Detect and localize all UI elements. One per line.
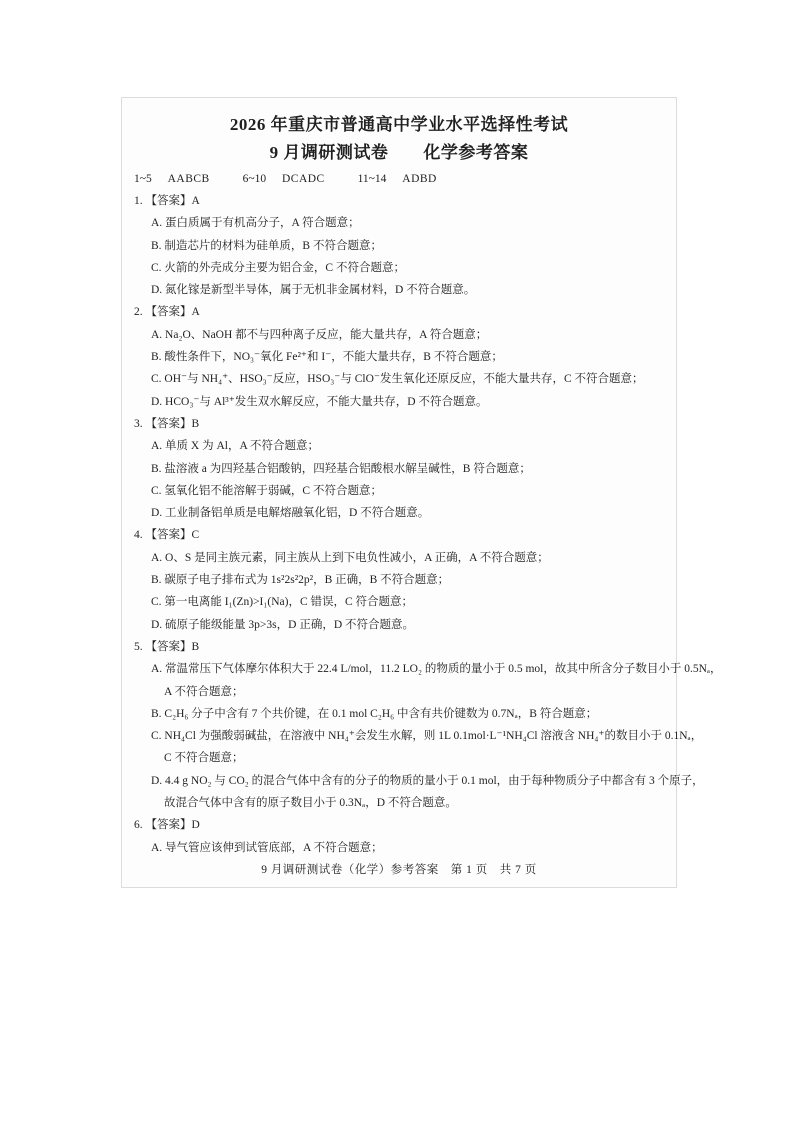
answer-summary-group — [243, 168, 325, 190]
answer-explanation-line: D. 4.4 g NO₂ 与 CO₂ 的混合气体中含有的分子的物质的量小于 0.1 mol，由于每种物质分子中都含有 3 个原子， — [151, 774, 704, 787]
answer-summary-group — [358, 168, 437, 190]
question-range: 6~10 — [242, 173, 267, 185]
question-block-1 — [134, 190, 664, 301]
question-block-5 — [134, 636, 722, 814]
answer-explanation-line: A. 蛋白质属于有机高分子，A 符合题意； — [151, 217, 360, 230]
answer-letters: ADBD — [402, 173, 437, 185]
answer-explanation-line: C. 第一电离能 I₁(Zn)>I₁(Na)，C 错误，C 符合题意； — [151, 596, 414, 609]
answer-explanation-line: B. C₂H₆ 分子中含有 7 个共价键，在 0.1 mol C₂H₆ 中含有共价键数为 0.7Nₐ，B 符合题意； — [151, 707, 598, 720]
answer-summary-row — [134, 168, 664, 190]
question-answer-header: 5. 【答案】B — [134, 640, 200, 653]
answer-explanation-line: B. 盐溶液 a 为四羟基合铝酸钠，四羟基合铝酸根水解呈碱性，B 符合题意； — [151, 462, 531, 475]
exam-title-line2: 9 月调研测试卷 化学参考答案 — [269, 143, 529, 162]
question-range: 1~5 — [134, 173, 152, 185]
answer-explanation-line: B. 酸性条件下，NO₃⁻氧化 Fe²⁺和 I⁻，不能大量共存，B 不符合题意； — [151, 351, 503, 364]
document-page — [121, 97, 722, 888]
question-block-2 — [134, 301, 664, 412]
answer-explanation-line: C. NH₄Cl 为强酸弱碱盐，在溶液中 NH₄⁺会发生水解，则 1L 0.1mol·L⁻¹NH₄Cl 溶液含 NH₄⁺的数目小于 0.1Nₐ， — [151, 730, 703, 743]
answer-explanation-continuation: A 不符合题意； — [164, 685, 244, 698]
answer-explanation-line: A. 常温常压下气体摩尔体积大于 22.4 L/mol，11.2 LO₂ 的物质的量小于 0.5 mol，故其中所含分子数目小于 0.5Nₐ， — [151, 663, 722, 676]
answer-explanation-line: A. Na₂O、NaOH 都不与四种离子反应，能大量共存，A 符合题意； — [151, 328, 488, 341]
question-answer-header: 3. 【答案】B — [134, 417, 200, 430]
answer-explanation-line: C. 氢氧化铝不能溶解于弱碱，C 不符合题意； — [151, 484, 382, 497]
question-range: 11~14 — [357, 173, 387, 185]
question-answer-header: 2. 【答案】A — [134, 306, 200, 319]
exam-title-line1: 2026 年重庆市普通高中学业水平选择性考试 — [229, 115, 569, 134]
question-answer-header: 1. 【答案】A — [134, 195, 200, 207]
question-answer-header: 6. 【答案】D — [134, 819, 200, 832]
question-block-3 — [134, 413, 664, 524]
question-block-4 — [134, 524, 664, 635]
answer-letters: DCADC — [281, 173, 325, 185]
answer-explanation-continuation: 故混合气体中含有的原子数目小于 0.3Nₐ，D 不符合题意。 — [164, 797, 457, 810]
answer-explanation-line: D. HCO₃⁻与 Al³⁺发生双水解反应，不能大量共存，D 不符合题意。 — [151, 395, 488, 408]
answer-explanation-line: C. OH⁻与 NH₄⁺、HSO₃⁻反应，HSO₃⁻与 ClO⁻发生氧化还原反应，不能大量共存，C 不符合题意； — [151, 373, 644, 386]
question-block-6 — [134, 814, 664, 859]
answer-letters: AABCB — [167, 173, 210, 185]
answer-summary-group — [134, 168, 210, 190]
answer-explanation-line: A. 导气管应该伸到试管底部，A 不符合题意； — [151, 841, 383, 854]
answer-explanation-line: D. 氮化镓是新型半导体，属于无机非金属材料，D 不符合题意。 — [151, 284, 476, 297]
answer-explanation-line: B. 碳原子电子排布式为 1s²2s²2p²，B 正确，B 不符合题意； — [151, 574, 450, 587]
page-footer: 9 月调研测试卷（化学）参考答案 第 1 页 共 7 页 — [261, 864, 537, 876]
answer-explanation-line: D. 工业制备铝单质是电解熔融氧化铝，D 不符合题意。 — [151, 507, 430, 520]
question-answer-header: 4. 【答案】C — [134, 529, 200, 542]
answer-explanation-continuation: C 不符合题意； — [164, 752, 244, 765]
answer-explanation-line: C. 火箭的外壳成分主要为铝合金，C 不符合题意； — [151, 261, 405, 274]
answer-explanation-line: A. 单质 X 为 Al，A 不符合题意； — [151, 440, 320, 453]
answer-explanation-line: B. 制造芯片的材料为硅单质，B 不符合题意； — [151, 239, 382, 252]
answer-explanation-line: D. 硫原子能级能量 3p>3s，D 正确，D 不符合题意。 — [151, 618, 414, 631]
answer-explanation-line: A. O、S 是同主族元素，同主族从上到下电负性减小，A 正确，A 不符合题意； — [151, 551, 549, 564]
